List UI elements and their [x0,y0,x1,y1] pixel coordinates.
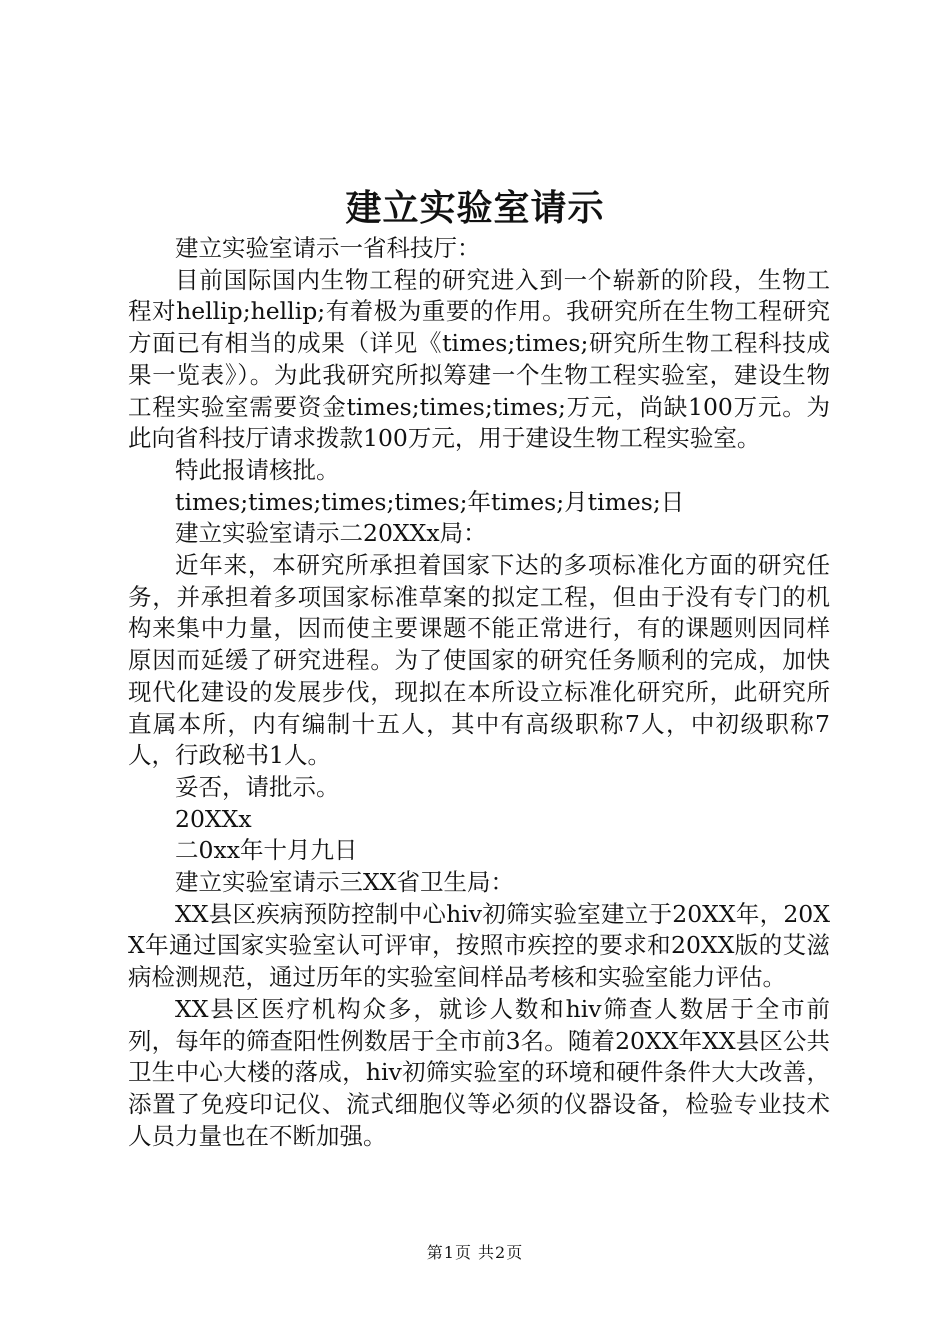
paragraph-recipient-2: 建立实验室请示二20XXx局： [175,519,487,548]
paragraph-date-1: times;times;times;times;年times;月times;日 [175,487,685,516]
paragraph-closing-2: 妥否，请批示。 [175,772,340,801]
paragraph-recipient-3: 建立实验室请示三XX省卫生局： [175,868,514,897]
paragraph-body-1: 目前国际国内生物工程的研究进入到一个崭新的阶段，生物工程对hellip;hellip;有着极为重要的作用。我研究所在生物工程研究方面已有相当的成果（详见《times;times;研究所生物工程科技成果一览表》）。为此我研究所拟筹建一个生物工程实验室，建设生物工程实验室需要资金times;times;times;万元，尚缺100万元。为此向省科技厅请求拨款100万元，用于建设生物工程实验室。 [128,265,830,453]
document-body [128,233,830,1152]
paragraph-signature-2: 20XXx [175,804,252,833]
document-title: 建立实验室请示 [345,187,605,229]
page-footer: 第1页 共2页 [426,1243,524,1262]
paragraph-date-2: 二0xx年十月九日 [175,836,358,865]
paragraph-body-3b: XX县区医疗机构众多，就诊人数和hiv筛查人数居于全市前列，每年的筛查阳性例数居于全市前3名。随着20XX年XX县区公共卫生中心大楼的落成，hiv初筛实验室的环境和硬件条件大大改善，添置了免疫印记仪、流式细胞仪等必须的仪器设备，检验专业技术人员力量也在不断加强。 [128,994,830,1150]
paragraph-body-2: 近年来，本研究所承担着国家下达的多项标准化方面的研究任务，并承担着多项国家标准草案的拟定工程，但由于没有专门的机构来集中力量，因而使主要课题不能正常进行，有的课题则因同样原因而延缓了研究进程。为了使国家的研究任务顺利的完成，加快现代化建设的发展步伐，现拟在本所设立标准化研究所，此研究所直属本所，内有编制十五人，其中有高级职称7人，中初级职称7人，行政秘书1人。 [128,551,830,770]
paragraph-body-3a: XX县区疾病预防控制中心hiv初筛实验室建立于20XX年，20XX年通过国家实验室认可评审，按照市疾控的要求和20XX版的艾滋病检测规范，通过历年的实验室间样品考核和实验室能力评估。 [128,899,830,992]
paragraph-closing-1: 特此报请核批。 [175,455,340,484]
paragraph-recipient-1: 建立实验室请示一省科技厅： [175,234,481,262]
